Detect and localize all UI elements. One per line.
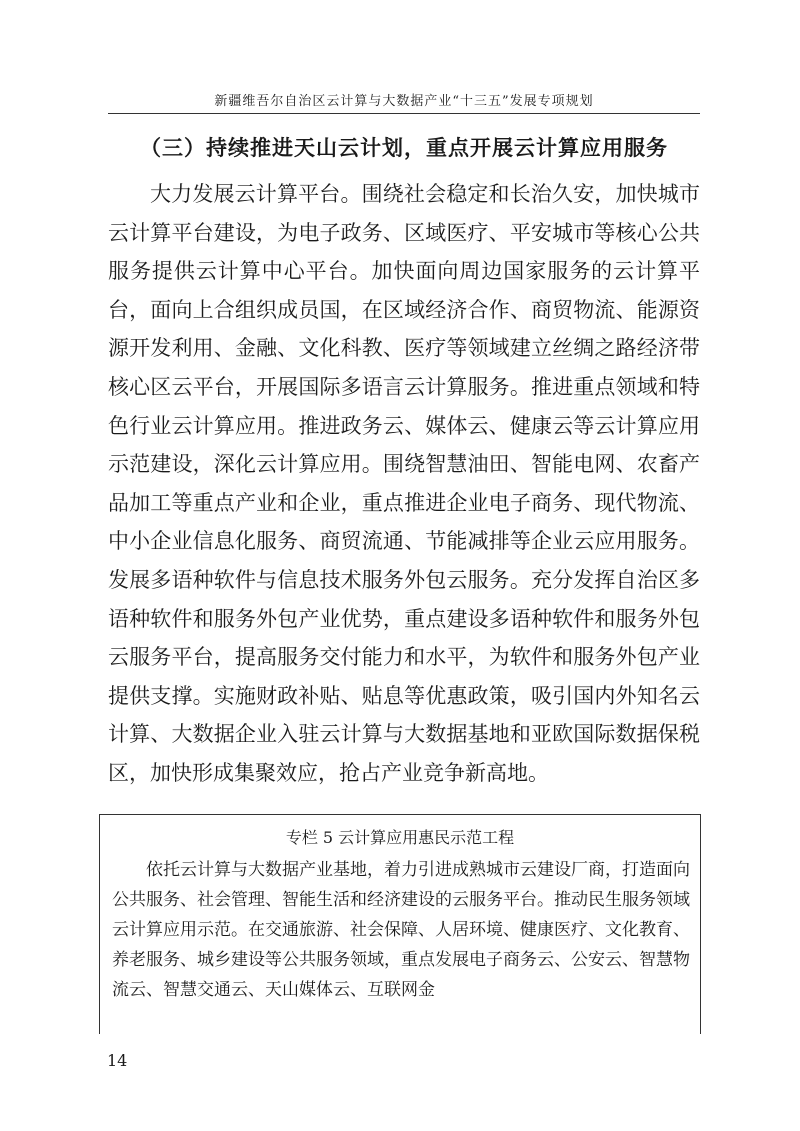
sidebar-box [99,814,701,1034]
box-paragraph: 依托云计算与大数据产业基地，着力引进成熟城市云建设厂商，打造面向公共服务、社会管理、智能生活和经济建设的云服务平台。推动民生服务领域云计算应用示范。在交通旅游、社会保障、人居环境、健康医疗、文化教育、养老服务、城乡建设等公共服务领域，重点发展电子商务云、公安云、智慧物流云、智慧交通云、天山媒体云、互联网金 [112,860,690,1000]
section-heading: （三）持续推进天山云计划，重点开展云计算应用服务 [140,135,668,160]
body-paragraph: 大力发展云计算平台。围绕社会稳定和长治久安，加快城市云计算平台建设，为电子政务、区域医疗、平安城市等核心公共服务提供云计算中心平台。加快面向周边国家服务的云计算平台，面向上合组织成员国，在区域经济合作、商贸物流、能源资源开发利用、金融、文化科教、医疗等领域建立丝绸之路经济带核心区云平台，开展国际多语言云计算服务。推进重点领域和特色行业云计算应用。推进政务云、媒体云、健康云等云计算应用示范建设，深化云计算应用。围绕智慧油田、智能电网、农畜产品加工等重点产业和企业，重点推进企业电子商务、现代物流、中小企业信息化服务、商贸流通、节能减排等企业云应用服务。发展多语种软件与信息技术服务外包云服务。充分发挥自治区多语种软件和服务外包产业优势，重点建设多语种软件和服务外包云服务平台，提高服务交付能力和水平，为软件和服务外包产业提供支撑。实施财政补贴、贴息等优惠政策，吸引国内外知名云计算、大数据企业入驻云计算与大数据基地和亚欧国际数据保税区，加快形成集聚效应，抢占产业竞争新高地。 [108,182,700,785]
box-title: 专栏 5 云计算应用惠民示范工程 [285,828,515,847]
page-number: 14 [107,1051,128,1070]
running-header: 新疆维吾尔自治区云计算与大数据产业“十三五”发展专项规划 [214,94,594,109]
header-rule [108,113,700,114]
